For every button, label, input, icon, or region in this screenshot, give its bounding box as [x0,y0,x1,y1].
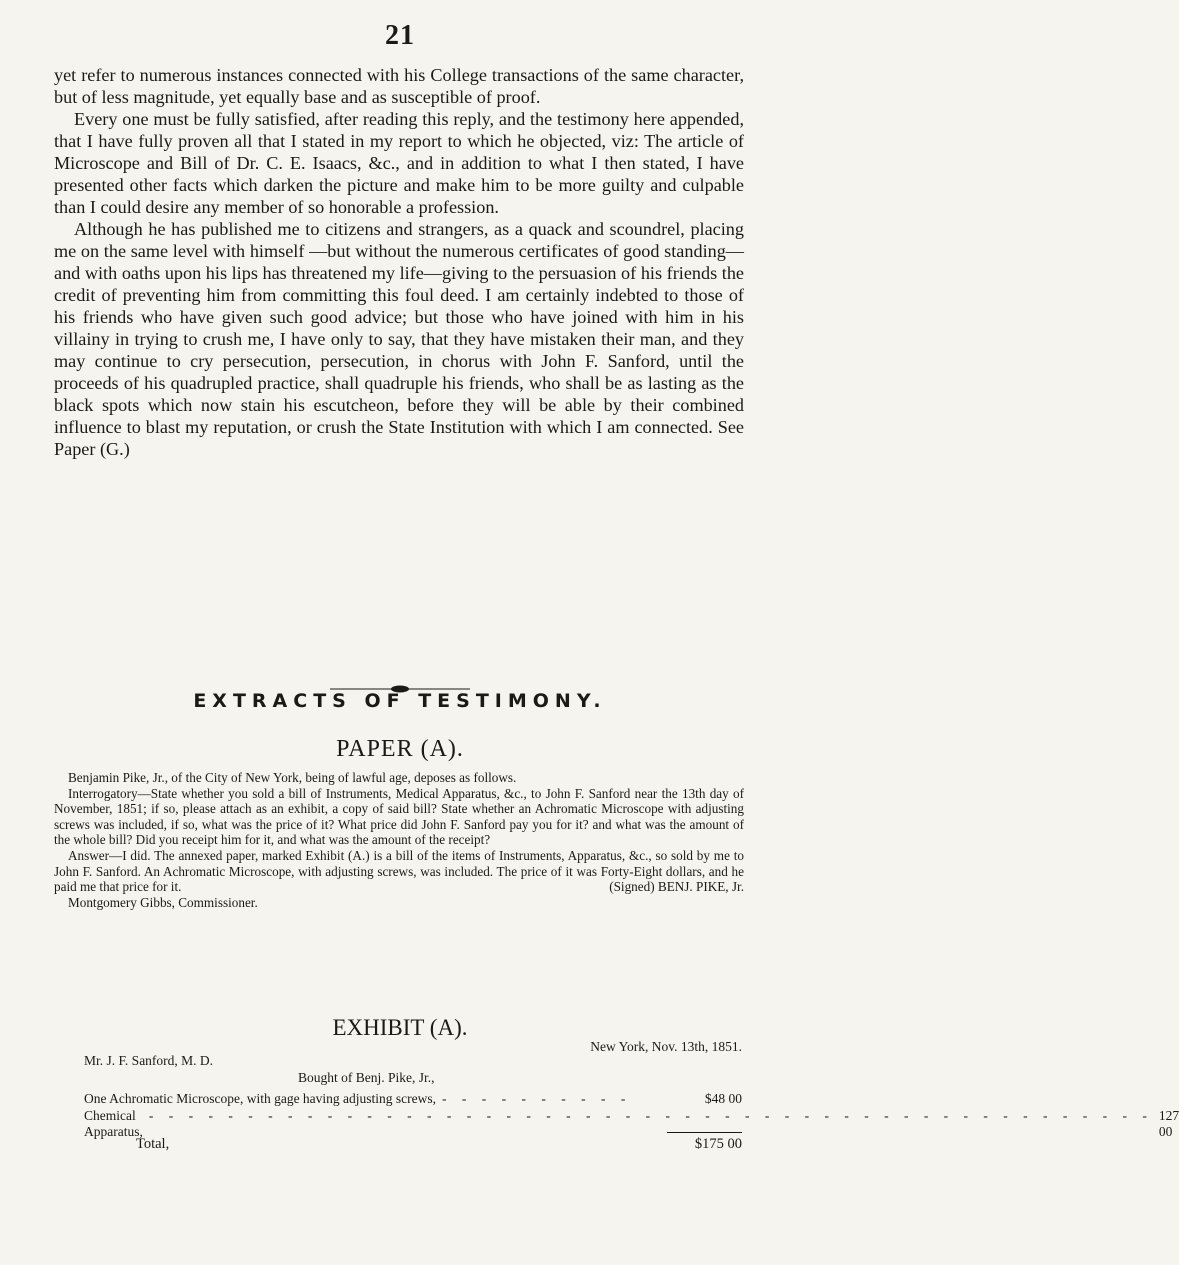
dot-leader: - - - - - - - - - - [442,1091,632,1106]
total-amount: $175 00 [694,1136,742,1152]
deposition-commissioner: Montgomery Gibbs, Commissioner. [68,894,258,910]
exhibit-total-row [136,1136,742,1153]
paper-heading: PAPER (A). [336,736,464,762]
paragraph-continuation: yet refer to numerous instances connected with his College transactions of the same character, but of less magnitude, yet equally base and as susceptible of proof. [54,65,744,107]
exhibit-heading: EXHIBIT (A). [332,1015,468,1040]
deposition-intro: Benjamin Pike, Jr., of the City of New York, being of lawful age, deposes as follows. [68,770,517,785]
body-text [54,64,744,460]
deposition-signature: (Signed) BENJ. PIKE, Jr. [609,879,744,895]
item-amount: 127 00 [1158,1108,1179,1139]
item-description: One Achromatic Microscope, with gage having adjusting screws, [84,1091,437,1106]
item-amount: $48 00 [704,1091,742,1106]
deposition-interrogatory: Interrogatory—State whether you sold a bill of Instruments, Medical Apparatus, &c., to John F. Sanford near the 13th day of November, 1851; if so, please attach as an exhibit, a copy of said bill? State whether an Achromatic Microscope with adjusting screws was included, if so, what was the price of it? What price did John F. Sanford pay you for it? and what was the amount of the whole bill? Did you receipt him for it, and what was the amount of the receipt? [54,785,744,848]
exhibit-addressee: Mr. J. F. Sanford, M. D. [84,1053,214,1068]
exhibit-bought-of: Bought of Benj. Pike, Jr., [298,1070,435,1085]
total-rule [667,1132,742,1133]
exhibit-dateline: New York, Nov. 13th, 1851. [590,1039,742,1054]
deposition-answer: Answer—I did. The annexed paper, marked Exhibit (A.) is a bill of the items of Instruments, Apparatus, &c., so sold by me to John F. Sanford. An Achromatic Microscope, with adjusting screws, was included. The price of it was Forty-Eight dollars, and he paid me that price for it. [54,847,744,895]
item-description: Chemical Apparatus, [84,1108,143,1139]
total-label: Total, [136,1136,170,1152]
dot-leader: - - - - - - - - - - - - - - - - - - - - - - - - - - - - - - - - - - - - - - - - - - - - - - - - - - - [148,1108,1153,1123]
paragraph-proof: Every one must be fully satisfied, after reading this reply, and the testimony here appended, that I have fully proven all that I stated in my report to which he objected, viz: The article of Microscope and Bill of Dr. C. E. Isaacs, &c., and in addition to what I then stated, I have presented other facts which darken the picture and make him to be more guilty and culpable than I could desire any member of so honorable a profession. [54,109,744,217]
paragraph-persecution: Although he has published me to citizens and strangers, as a quack and scoundrel, placing me on the same level with himself —but without the numerous certificates of good standing—and with oaths upon his lips has threatened my life—giving to the persuasion of his friends the credit of preventing him from committing this foul deed. I am certainly indebted to those of his friends who have given such good advice; but those who have joined with him in his villainy in trying to crush me, I have only to say, that they have mistaken their man, and they may continue to cry persecution, persecution, in chorus with John F. Sanford, until the proceeds of his quadrupled practice, shall quadruple his friends, who shall be as lasting as the black spots which now stain his escutcheon, before they will be able by their combined influence to blast my reputation, or crush the State Institution with which I am connected. See Paper (G.) [54,219,744,459]
deposition [54,770,744,910]
exhibit-item-row [84,1091,742,1107]
section-title: EXTRACTS OF TESTIMONY. [193,690,607,712]
page-number: 21 [385,20,415,51]
